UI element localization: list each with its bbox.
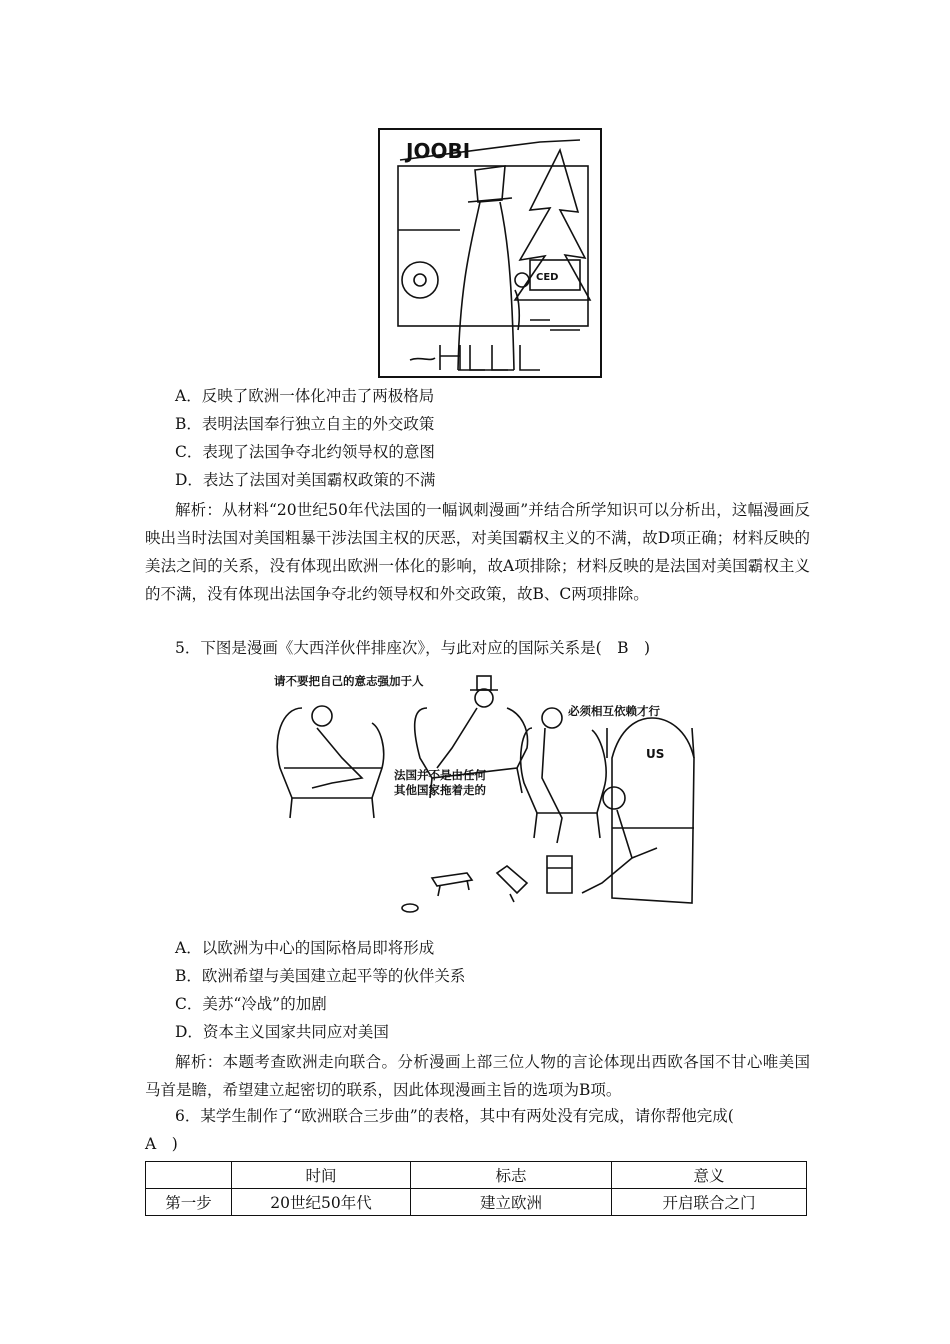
q6-stem-line2: A ): [145, 1135, 178, 1153]
q4-option-a: A．反映了欧洲一体化冲击了两极格局: [175, 387, 435, 405]
q5-analysis: [145, 1048, 810, 1104]
table-header-cell: 标志: [411, 1162, 612, 1189]
q5-option-d: D．资本主义国家共同应对美国: [175, 1023, 389, 1041]
table-cell: 建立欧洲: [411, 1189, 612, 1216]
q4-option-d: D．表达了法国对美国霸权政策的不满: [175, 471, 436, 489]
speech-bubble-3b: 其他国家拖着走的: [394, 783, 486, 797]
q5-analysis-text: ：本题考查欧洲走向联合。分析漫画上部三位人物的言论体现出西欧各国不甘心唯美国马首是瞻，希望建立起密切的联系，因此体现漫画主旨的选项为B项。: [145, 1053, 810, 1099]
q4-option-b: B．表明法国奉行独立自主的外交政策: [175, 415, 435, 433]
table-cell: 第一步: [146, 1189, 232, 1216]
table-cell: 20世纪50年代: [232, 1189, 411, 1216]
q4-analysis-label: 解析: [175, 501, 207, 519]
throne-us-label: US: [646, 747, 665, 761]
cartoon-drawing: [380, 130, 600, 376]
table-header-row: [146, 1162, 807, 1189]
q5-option-b: B．欧洲希望与美国建立起平等的伙伴关系: [175, 967, 466, 985]
speech-bubble-1: 请不要把自己的意志强加于人: [274, 674, 424, 688]
table-row: [146, 1189, 807, 1216]
q5-stem: 5．下图是漫画《大西洋伙伴排座次》，与此对应的国际关系是( B ): [175, 639, 651, 657]
q5-option-c: C．美苏“冷战”的加剧: [175, 995, 327, 1013]
speech-bubble-3a: 法国并不是由任何: [394, 768, 486, 782]
table-header-cell: 意义: [612, 1162, 807, 1189]
table-header-cell: [146, 1162, 232, 1189]
satirical-cartoon-image: [378, 128, 602, 378]
shop-sign-text: JOOBI: [406, 139, 471, 163]
svg-text:CED: CED: [536, 272, 559, 283]
table-cell: 开启联合之门: [612, 1189, 807, 1216]
table-header-cell: 时间: [232, 1162, 411, 1189]
q4-option-c: C．表现了法国争夺北约领导权的意图: [175, 443, 435, 461]
atlantic-partners-cartoon: [262, 668, 702, 923]
q6-table: [145, 1161, 807, 1216]
q5-analysis-label: 解析: [175, 1053, 207, 1071]
q4-analysis-text: ：从材料“20世纪50年代法国的一幅讽刺漫画”并结合所学知识可以分析出，这幅漫画反映出当时法国对美国粗暴干涉法国主权的厌恶，对美国霸权主义的不满，故D项正确；材料反映的美法之间的关系，没有体现出欧洲一体化的影响，故A项排除；材料反映的是法国对美国霸权主义的不满，没有体现出法国争夺北约领导权和外交政策，故B、C两项排除。: [145, 501, 810, 603]
q4-analysis: [145, 496, 810, 608]
speech-bubble-2: 必须相互依赖才行: [568, 704, 660, 718]
q6-stem-line1: 6．某学生制作了“欧洲联合三步曲”的表格，其中有两处没有完成，请你帮他完成(: [175, 1107, 734, 1125]
q5-option-a: A．以欧洲为中心的国际格局即将形成: [175, 939, 435, 957]
